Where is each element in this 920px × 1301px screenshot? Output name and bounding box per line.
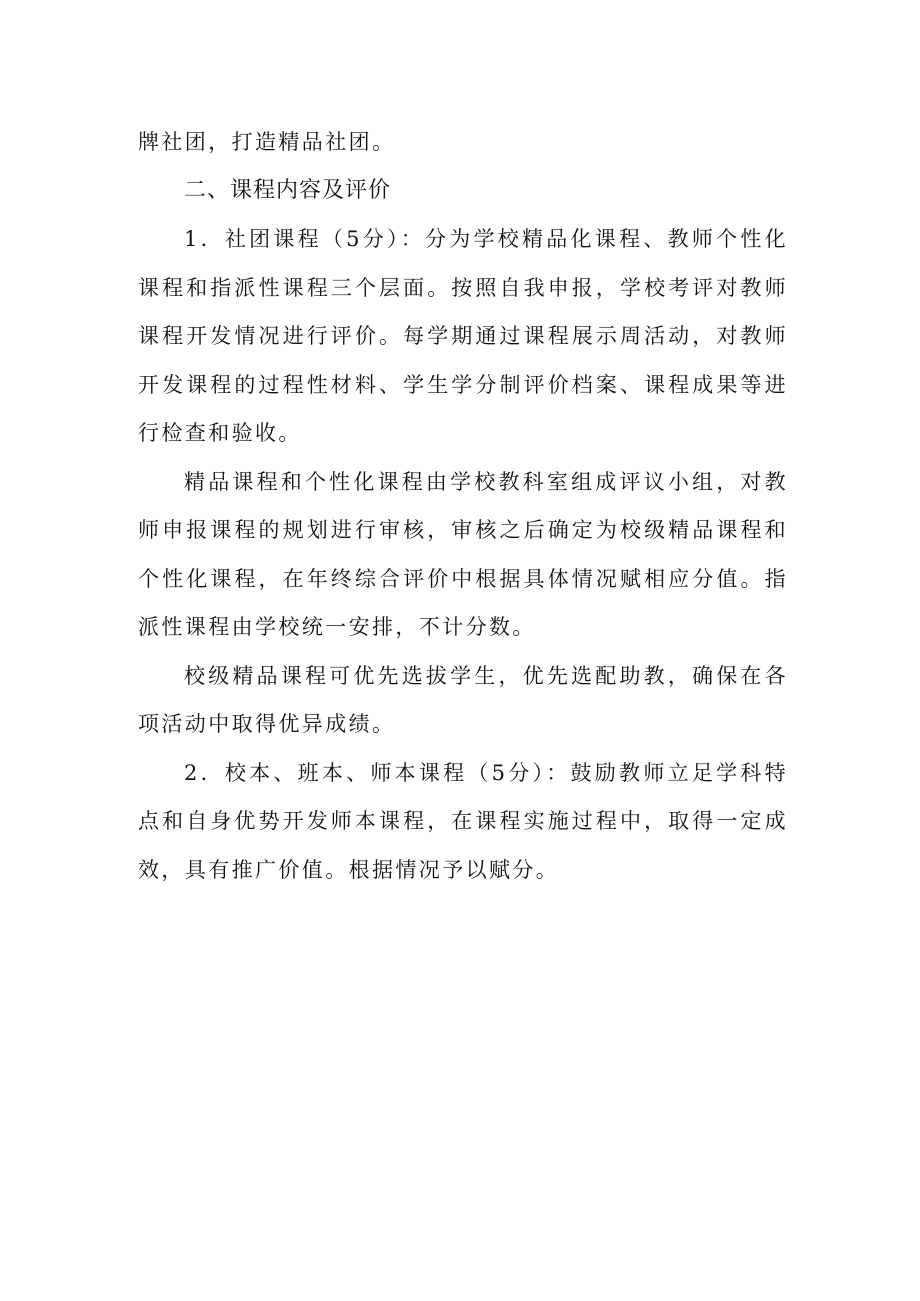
paragraph-school-based-courses: 2．校本、班本、师本课程（5分）：鼓励教师立足学科特点和自身优势开发师本课程，在课程实施过程中，取得一定成效，具有推广价值。根据情况予以赋分。 [138,760,788,882]
paragraph-review: 精品课程和个性化课程由学校教科室组成评议小组，对教师申报课程的规划进行审核，审核之后确定为校级精品课程和个性化课程，在年终综合评价中根据具体情况赋相应分值。指派性课程由学校统一安排，不计分数。 [138,469,788,639]
paragraph-priority: 校级精品课程可优先选拔学生，优先选配助教，确保在各项活动中取得优异成绩。 [138,663,788,736]
document-body [138,118,788,894]
section-heading: 二、课程内容及评价 [184,177,392,203]
paragraph-club-courses: 1．社团课程（5分）：分为学校精品化课程、教师个性化课程和指派性课程三个层面。按照自我申报，学校考评对教师课程开发情况进行评价。每学期通过课程展示周活动，对教师开发课程的过程性材料、学生学分制评价档案、课程成果等进行检查和验收。 [138,227,788,445]
paragraph-continuation: 牌社团，打造精品社团。 [138,130,396,154]
